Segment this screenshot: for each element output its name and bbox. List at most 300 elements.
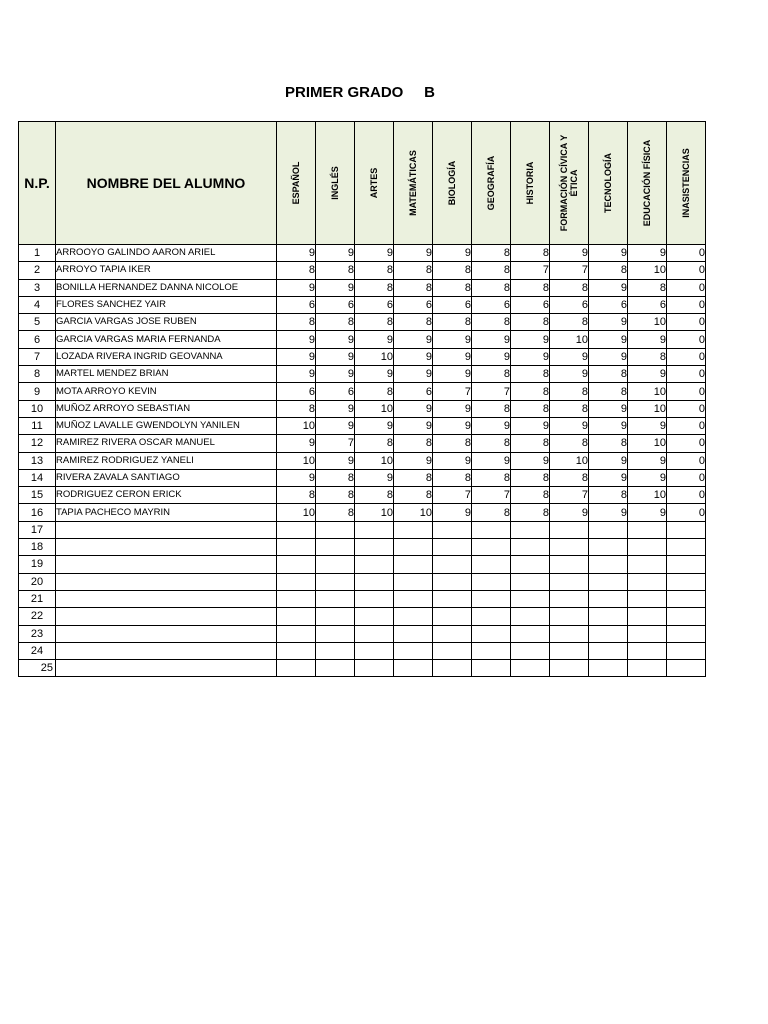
grade-cell bbox=[433, 556, 472, 573]
grade-cell: 0 bbox=[667, 435, 706, 452]
grade-cell: 8 bbox=[511, 245, 550, 262]
student-name: FLORES SANCHEZ YAIR bbox=[56, 296, 277, 313]
grade-cell bbox=[472, 556, 511, 573]
grade-cell: 0 bbox=[667, 452, 706, 469]
grade-cell bbox=[628, 642, 667, 659]
grade-cell: 9 bbox=[550, 366, 589, 383]
student-name: GARCIA VARGAS MARIA FERNANDA bbox=[56, 331, 277, 348]
grade-cell: 9 bbox=[511, 417, 550, 434]
grade-cell bbox=[628, 590, 667, 607]
grade-cell bbox=[355, 608, 394, 625]
grade-cell: 8 bbox=[277, 487, 316, 504]
grade-cell bbox=[277, 660, 316, 677]
row-number: 19 bbox=[19, 556, 56, 573]
header-subject-label: TECNOLOGÍA bbox=[603, 153, 613, 213]
student-row bbox=[19, 487, 706, 504]
row-number: 14 bbox=[19, 469, 56, 486]
grade-cell: 8 bbox=[472, 279, 511, 296]
grade-cell: 10 bbox=[628, 400, 667, 417]
header-subject bbox=[355, 122, 394, 245]
grade-cell: 9 bbox=[550, 417, 589, 434]
grade-cell bbox=[472, 539, 511, 556]
header-subject bbox=[550, 122, 589, 245]
grade-cell: 9 bbox=[394, 348, 433, 365]
grade-cell bbox=[511, 660, 550, 677]
header-subject bbox=[628, 122, 667, 245]
grade-cell: 9 bbox=[589, 245, 628, 262]
grade-cell: 9 bbox=[472, 331, 511, 348]
grade-cell: 8 bbox=[511, 383, 550, 400]
grade-cell: 9 bbox=[628, 452, 667, 469]
grade-cell bbox=[628, 556, 667, 573]
grade-cell: 8 bbox=[589, 366, 628, 383]
grade-cell bbox=[550, 660, 589, 677]
grade-cell bbox=[394, 539, 433, 556]
grades-table bbox=[18, 121, 706, 677]
student-name bbox=[56, 590, 277, 607]
grade-cell bbox=[511, 590, 550, 607]
grade-cell: 0 bbox=[667, 314, 706, 331]
grade-cell: 9 bbox=[316, 279, 355, 296]
grade-cell bbox=[316, 556, 355, 573]
grade-cell: 9 bbox=[394, 331, 433, 348]
grade-cell bbox=[394, 556, 433, 573]
grade-cell bbox=[550, 556, 589, 573]
grade-cell bbox=[667, 556, 706, 573]
student-name: MUÑOZ LAVALLE GWENDOLYN YANILEN bbox=[56, 417, 277, 434]
row-number: 1 bbox=[19, 245, 56, 262]
grade-cell bbox=[628, 625, 667, 642]
grade-cell: 6 bbox=[355, 296, 394, 313]
grade-cell: 8 bbox=[472, 504, 511, 521]
grade-cell: 10 bbox=[277, 417, 316, 434]
grade-cell: 0 bbox=[667, 487, 706, 504]
grade-cell: 6 bbox=[316, 296, 355, 313]
grade-cell bbox=[589, 642, 628, 659]
page-title: PRIMER GRADO B bbox=[284, 84, 435, 101]
grade-cell: 7 bbox=[433, 383, 472, 400]
grade-cell: 7 bbox=[433, 487, 472, 504]
grade-cell: 8 bbox=[316, 487, 355, 504]
grade-cell: 9 bbox=[277, 279, 316, 296]
grade-cell bbox=[433, 573, 472, 590]
grade-cell bbox=[316, 539, 355, 556]
row-number: 2 bbox=[19, 262, 56, 279]
grade-cell: 0 bbox=[667, 383, 706, 400]
grade-cell: 8 bbox=[355, 279, 394, 296]
grade-cell bbox=[628, 521, 667, 538]
grade-cell: 9 bbox=[589, 469, 628, 486]
grade-cell: 9 bbox=[550, 348, 589, 365]
grade-cell: 9 bbox=[589, 331, 628, 348]
header-subject bbox=[511, 122, 550, 245]
header-subject-label: FORMACIÓN CÍVICA Y ÉTICA bbox=[559, 134, 579, 232]
grade-cell: 9 bbox=[628, 504, 667, 521]
grade-cell bbox=[667, 625, 706, 642]
grade-cell: 6 bbox=[589, 296, 628, 313]
grade-cell bbox=[550, 521, 589, 538]
row-number: 11 bbox=[19, 417, 56, 434]
grade-cell: 8 bbox=[628, 348, 667, 365]
grade-cell: 8 bbox=[511, 279, 550, 296]
header-subject bbox=[472, 122, 511, 245]
grade-cell bbox=[472, 660, 511, 677]
grade-cell: 10 bbox=[628, 435, 667, 452]
grade-cell: 8 bbox=[511, 366, 550, 383]
grade-cell: 9 bbox=[316, 348, 355, 365]
grade-cell: 9 bbox=[433, 348, 472, 365]
student-name bbox=[56, 539, 277, 556]
student-name: RAMIREZ RODRIGUEZ YANELI bbox=[56, 452, 277, 469]
grade-cell: 8 bbox=[433, 279, 472, 296]
grade-cell: 6 bbox=[394, 296, 433, 313]
grade-cell: 10 bbox=[628, 262, 667, 279]
grade-cell: 7 bbox=[472, 383, 511, 400]
grade-cell: 6 bbox=[511, 296, 550, 313]
grade-cell: 9 bbox=[316, 400, 355, 417]
student-row bbox=[19, 469, 706, 486]
grade-cell: 9 bbox=[277, 331, 316, 348]
grade-cell bbox=[589, 660, 628, 677]
grade-cell: 9 bbox=[550, 504, 589, 521]
grade-cell bbox=[472, 590, 511, 607]
grade-cell bbox=[433, 539, 472, 556]
grade-cell bbox=[394, 573, 433, 590]
grade-cell: 9 bbox=[394, 400, 433, 417]
grade-cell: 8 bbox=[277, 400, 316, 417]
grade-cell: 6 bbox=[394, 383, 433, 400]
row-number: 24 bbox=[19, 642, 56, 659]
grade-cell bbox=[355, 539, 394, 556]
grade-cell: 10 bbox=[628, 383, 667, 400]
grade-cell bbox=[589, 573, 628, 590]
grade-cell: 8 bbox=[550, 279, 589, 296]
row-number: 7 bbox=[19, 348, 56, 365]
row-number: 16 bbox=[19, 504, 56, 521]
grade-cell bbox=[511, 625, 550, 642]
grade-cell bbox=[277, 642, 316, 659]
row-number: 6 bbox=[19, 331, 56, 348]
grade-cell bbox=[433, 642, 472, 659]
student-row bbox=[19, 348, 706, 365]
student-name: ARROOYO GALINDO AARON ARIEL bbox=[56, 245, 277, 262]
student-name bbox=[56, 660, 277, 677]
grade-cell: 9 bbox=[589, 417, 628, 434]
grade-cell: 9 bbox=[433, 366, 472, 383]
header-subject-label: INGLÉS bbox=[330, 166, 340, 200]
grade-cell bbox=[550, 625, 589, 642]
grade-cell: 8 bbox=[355, 262, 394, 279]
grade-cell bbox=[667, 590, 706, 607]
grade-cell: 9 bbox=[433, 417, 472, 434]
grade-cell: 8 bbox=[589, 487, 628, 504]
student-name: RAMIREZ RIVERA OSCAR MANUEL bbox=[56, 435, 277, 452]
grade-cell bbox=[277, 608, 316, 625]
student-row bbox=[19, 435, 706, 452]
grade-cell: 9 bbox=[589, 348, 628, 365]
student-name bbox=[56, 573, 277, 590]
header-row bbox=[19, 122, 706, 245]
grade-cell: 8 bbox=[511, 504, 550, 521]
grade-cell: 8 bbox=[472, 469, 511, 486]
grade-cell bbox=[667, 660, 706, 677]
grade-cell bbox=[628, 660, 667, 677]
header-subject bbox=[394, 122, 433, 245]
grade-cell: 8 bbox=[550, 314, 589, 331]
grade-cell: 8 bbox=[277, 314, 316, 331]
grade-cell: 0 bbox=[667, 469, 706, 486]
grade-cell: 6 bbox=[472, 296, 511, 313]
grade-cell bbox=[589, 521, 628, 538]
grade-cell: 10 bbox=[394, 504, 433, 521]
grade-cell: 9 bbox=[355, 245, 394, 262]
grade-cell: 8 bbox=[589, 435, 628, 452]
grade-cell bbox=[667, 573, 706, 590]
header-subject-label: HISTORIA bbox=[525, 161, 535, 205]
row-number: 15 bbox=[19, 487, 56, 504]
student-row bbox=[19, 279, 706, 296]
grade-cell: 8 bbox=[433, 314, 472, 331]
grade-cell: 6 bbox=[316, 383, 355, 400]
grade-cell bbox=[472, 608, 511, 625]
grade-cell: 9 bbox=[355, 366, 394, 383]
grade-cell: 8 bbox=[511, 487, 550, 504]
grade-cell: 8 bbox=[550, 400, 589, 417]
grade-cell: 7 bbox=[511, 262, 550, 279]
grade-cell: 8 bbox=[394, 314, 433, 331]
student-name: MARTEL MENDEZ BRIAN bbox=[56, 366, 277, 383]
row-number: 22 bbox=[19, 608, 56, 625]
grade-cell: 9 bbox=[628, 469, 667, 486]
grade-cell bbox=[316, 608, 355, 625]
empty-row bbox=[19, 625, 706, 642]
student-row bbox=[19, 366, 706, 383]
header-subject bbox=[589, 122, 628, 245]
student-row bbox=[19, 417, 706, 434]
student-row bbox=[19, 262, 706, 279]
grade-cell bbox=[394, 660, 433, 677]
grade-cell: 10 bbox=[628, 314, 667, 331]
grade-cell bbox=[628, 539, 667, 556]
grade-cell bbox=[511, 521, 550, 538]
header-subject-label: ARTES bbox=[369, 167, 379, 199]
grade-cell: 8 bbox=[394, 279, 433, 296]
grade-cell: 10 bbox=[277, 504, 316, 521]
grade-cell: 0 bbox=[667, 245, 706, 262]
grade-cell: 9 bbox=[277, 435, 316, 452]
student-row bbox=[19, 452, 706, 469]
grade-cell bbox=[472, 573, 511, 590]
row-number: 4 bbox=[19, 296, 56, 313]
grade-cell bbox=[472, 642, 511, 659]
grade-cell: 8 bbox=[433, 469, 472, 486]
row-number: 12 bbox=[19, 435, 56, 452]
grade-cell: 8 bbox=[472, 245, 511, 262]
grade-cell: 9 bbox=[472, 417, 511, 434]
empty-row bbox=[19, 539, 706, 556]
grade-cell: 8 bbox=[628, 279, 667, 296]
grade-cell: 8 bbox=[511, 400, 550, 417]
grade-cell: 9 bbox=[433, 245, 472, 262]
student-name bbox=[56, 625, 277, 642]
grade-cell: 6 bbox=[550, 296, 589, 313]
grade-cell: 9 bbox=[628, 245, 667, 262]
grade-cell bbox=[277, 573, 316, 590]
grade-cell: 0 bbox=[667, 400, 706, 417]
grade-cell: 10 bbox=[355, 348, 394, 365]
grade-cell: 7 bbox=[550, 487, 589, 504]
grade-cell: 8 bbox=[550, 383, 589, 400]
grade-cell bbox=[316, 573, 355, 590]
grade-cell: 9 bbox=[433, 400, 472, 417]
header-subject-label: EDUCACIÓN FÍSICA bbox=[642, 139, 652, 227]
grade-cell bbox=[667, 608, 706, 625]
grade-cell bbox=[316, 590, 355, 607]
grade-cell: 9 bbox=[589, 314, 628, 331]
grade-cell bbox=[550, 590, 589, 607]
grade-cell bbox=[433, 625, 472, 642]
grade-cell: 9 bbox=[433, 331, 472, 348]
grade-cell bbox=[277, 625, 316, 642]
grade-cell: 8 bbox=[472, 400, 511, 417]
grade-cell: 9 bbox=[589, 279, 628, 296]
grade-cell: 10 bbox=[550, 452, 589, 469]
grade-cell: 7 bbox=[316, 435, 355, 452]
grade-cell: 8 bbox=[433, 262, 472, 279]
grade-cell bbox=[511, 539, 550, 556]
row-number: 13 bbox=[19, 452, 56, 469]
student-row bbox=[19, 245, 706, 262]
grade-cell bbox=[355, 521, 394, 538]
empty-row bbox=[19, 573, 706, 590]
grade-cell: 9 bbox=[628, 417, 667, 434]
row-number: 18 bbox=[19, 539, 56, 556]
student-name: ARROYO TAPIA IKER bbox=[56, 262, 277, 279]
grade-cell: 10 bbox=[355, 504, 394, 521]
grade-cell: 9 bbox=[316, 366, 355, 383]
grade-cell: 10 bbox=[355, 452, 394, 469]
grade-cell: 8 bbox=[433, 435, 472, 452]
student-row bbox=[19, 331, 706, 348]
row-number: 23 bbox=[19, 625, 56, 642]
grade-cell: 8 bbox=[394, 435, 433, 452]
row-number: 9 bbox=[19, 383, 56, 400]
grade-cell: 9 bbox=[394, 452, 433, 469]
student-name: GARCIA VARGAS JOSE RUBEN bbox=[56, 314, 277, 331]
grade-cell bbox=[550, 539, 589, 556]
grade-cell bbox=[277, 521, 316, 538]
grade-cell: 0 bbox=[667, 296, 706, 313]
grade-cell: 9 bbox=[277, 469, 316, 486]
grade-cell bbox=[589, 556, 628, 573]
grade-cell bbox=[394, 642, 433, 659]
grade-cell bbox=[277, 556, 316, 573]
grade-cell: 8 bbox=[511, 469, 550, 486]
grade-cell: 9 bbox=[511, 331, 550, 348]
grade-cell: 8 bbox=[589, 262, 628, 279]
grade-cell bbox=[589, 590, 628, 607]
grade-cell: 9 bbox=[628, 331, 667, 348]
grade-cell bbox=[667, 539, 706, 556]
grade-cell bbox=[355, 625, 394, 642]
grade-cell: 9 bbox=[394, 245, 433, 262]
empty-row bbox=[19, 660, 706, 677]
grade-cell: 10 bbox=[628, 487, 667, 504]
grade-cell: 10 bbox=[550, 331, 589, 348]
grade-cell: 8 bbox=[472, 366, 511, 383]
student-name bbox=[56, 556, 277, 573]
grade-cell: 9 bbox=[277, 245, 316, 262]
grade-cell: 9 bbox=[472, 348, 511, 365]
grade-cell bbox=[394, 625, 433, 642]
grade-cell: 0 bbox=[667, 504, 706, 521]
header-subject-label: INASISTENCIAS bbox=[681, 148, 691, 218]
grade-cell bbox=[355, 660, 394, 677]
student-name: MOTA ARROYO KEVIN bbox=[56, 383, 277, 400]
grade-cell: 9 bbox=[433, 452, 472, 469]
grade-cell bbox=[316, 660, 355, 677]
grade-cell: 9 bbox=[355, 331, 394, 348]
row-number: 25 bbox=[19, 660, 56, 677]
student-name: BONILLA HERNANDEZ DANNA NICOLOE bbox=[56, 279, 277, 296]
grade-cell: 9 bbox=[628, 366, 667, 383]
grade-cell: 9 bbox=[355, 417, 394, 434]
grade-cell: 8 bbox=[316, 504, 355, 521]
grade-cell bbox=[277, 590, 316, 607]
grade-cell bbox=[355, 590, 394, 607]
grade-cell bbox=[511, 608, 550, 625]
grade-cell: 0 bbox=[667, 417, 706, 434]
grade-cell: 8 bbox=[550, 469, 589, 486]
student-row bbox=[19, 400, 706, 417]
grade-cell: 8 bbox=[472, 262, 511, 279]
grade-cell: 9 bbox=[277, 348, 316, 365]
grade-cell: 9 bbox=[589, 400, 628, 417]
grade-cell: 8 bbox=[550, 435, 589, 452]
student-row bbox=[19, 314, 706, 331]
grade-cell bbox=[277, 539, 316, 556]
student-row bbox=[19, 296, 706, 313]
grade-cell bbox=[667, 642, 706, 659]
row-number: 20 bbox=[19, 573, 56, 590]
grade-cell: 0 bbox=[667, 279, 706, 296]
grade-cell: 9 bbox=[589, 504, 628, 521]
student-name: LOZADA RIVERA INGRID GEOVANNA bbox=[56, 348, 277, 365]
grade-cell: 0 bbox=[667, 366, 706, 383]
grade-cell bbox=[511, 642, 550, 659]
grade-cell: 9 bbox=[589, 452, 628, 469]
row-number: 17 bbox=[19, 521, 56, 538]
grade-cell: 9 bbox=[316, 417, 355, 434]
grade-cell: 9 bbox=[316, 331, 355, 348]
student-name: RIVERA ZAVALA SANTIAGO bbox=[56, 469, 277, 486]
grade-cell: 6 bbox=[277, 296, 316, 313]
grade-cell: 6 bbox=[277, 383, 316, 400]
grade-cell bbox=[355, 573, 394, 590]
grade-cell bbox=[511, 556, 550, 573]
grade-cell: 8 bbox=[472, 435, 511, 452]
header-subject-label: MATEMÁTICAS bbox=[408, 150, 418, 216]
grade-cell bbox=[589, 608, 628, 625]
grade-cell bbox=[511, 573, 550, 590]
grade-cell bbox=[589, 539, 628, 556]
grade-cell: 9 bbox=[433, 504, 472, 521]
student-name bbox=[56, 642, 277, 659]
student-name bbox=[56, 608, 277, 625]
grade-cell bbox=[433, 660, 472, 677]
grade-cell: 9 bbox=[472, 452, 511, 469]
student-name: RODRIGUEZ CERON ERICK bbox=[56, 487, 277, 504]
